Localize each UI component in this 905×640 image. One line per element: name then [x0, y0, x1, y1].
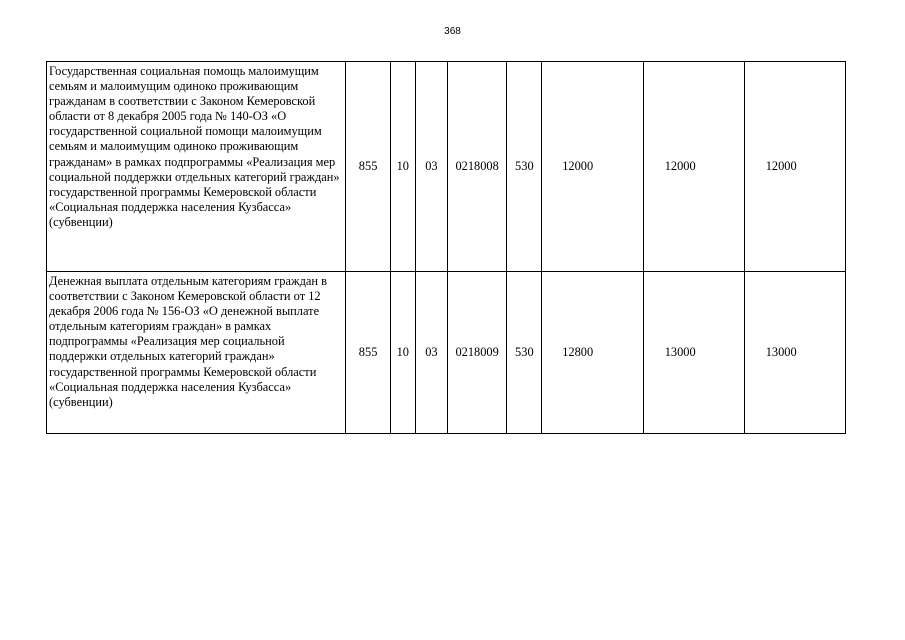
- amount-year-1: [542, 272, 644, 434]
- amount-value: 12000: [562, 158, 594, 173]
- admin-code: 855: [346, 62, 390, 272]
- amount-year-2: [643, 272, 745, 434]
- amount-year-3: [745, 272, 846, 434]
- amount-value: 12800: [562, 344, 594, 359]
- budget-table: [46, 61, 846, 434]
- expense-type-code: 530: [507, 62, 542, 272]
- amount-value: 13000: [664, 344, 696, 359]
- row-description: Денежная выплата отдельным категориям граждан в соответствии с Законом Кемеровской области от 12 декабря 2006 года № 156-ОЗ «О денежной выплате отдельным категориям граждан» в рамках подпрограммы «Реализация мер социальной поддержки отдельных категорий граждан» государственной программы Кемеровской области «Социальная поддержка населения Кузбасса» (субвенции): [47, 272, 346, 434]
- table-row: [47, 62, 846, 272]
- subsection-code: 03: [415, 272, 447, 434]
- amount-value: 12000: [765, 158, 797, 173]
- amount-year-1: [542, 62, 644, 272]
- expense-type-code: 530: [507, 272, 542, 434]
- amount-value: 13000: [765, 344, 797, 359]
- section-code: 10: [390, 272, 415, 434]
- table-row: [47, 272, 846, 434]
- row-description: Государственная социальная помощь малоимущим семьям и малоимущим одиноко проживающим гражданам в соответствии с Законом Кемеровской области от 8 декабря 2005 года № 140-ОЗ «О государственной социальной помощи малоимущим семьям и малоимущим одиноко проживающим гражданам» в рамках подпрограммы «Реализация мер социальной поддержки отдельных категорий граждан» государственной программы Кемеровской области «Социальная поддержка населения Кузбасса» (субвенции): [47, 62, 346, 272]
- amount-year-2: [643, 62, 745, 272]
- subsection-code: 03: [415, 62, 447, 272]
- section-code: 10: [390, 62, 415, 272]
- page-number: 368: [444, 26, 461, 37]
- amount-value: 12000: [664, 158, 696, 173]
- target-article-code: 0218008: [447, 62, 506, 272]
- admin-code: 855: [346, 272, 390, 434]
- amount-year-3: [745, 62, 846, 272]
- target-article-code: 0218009: [447, 272, 506, 434]
